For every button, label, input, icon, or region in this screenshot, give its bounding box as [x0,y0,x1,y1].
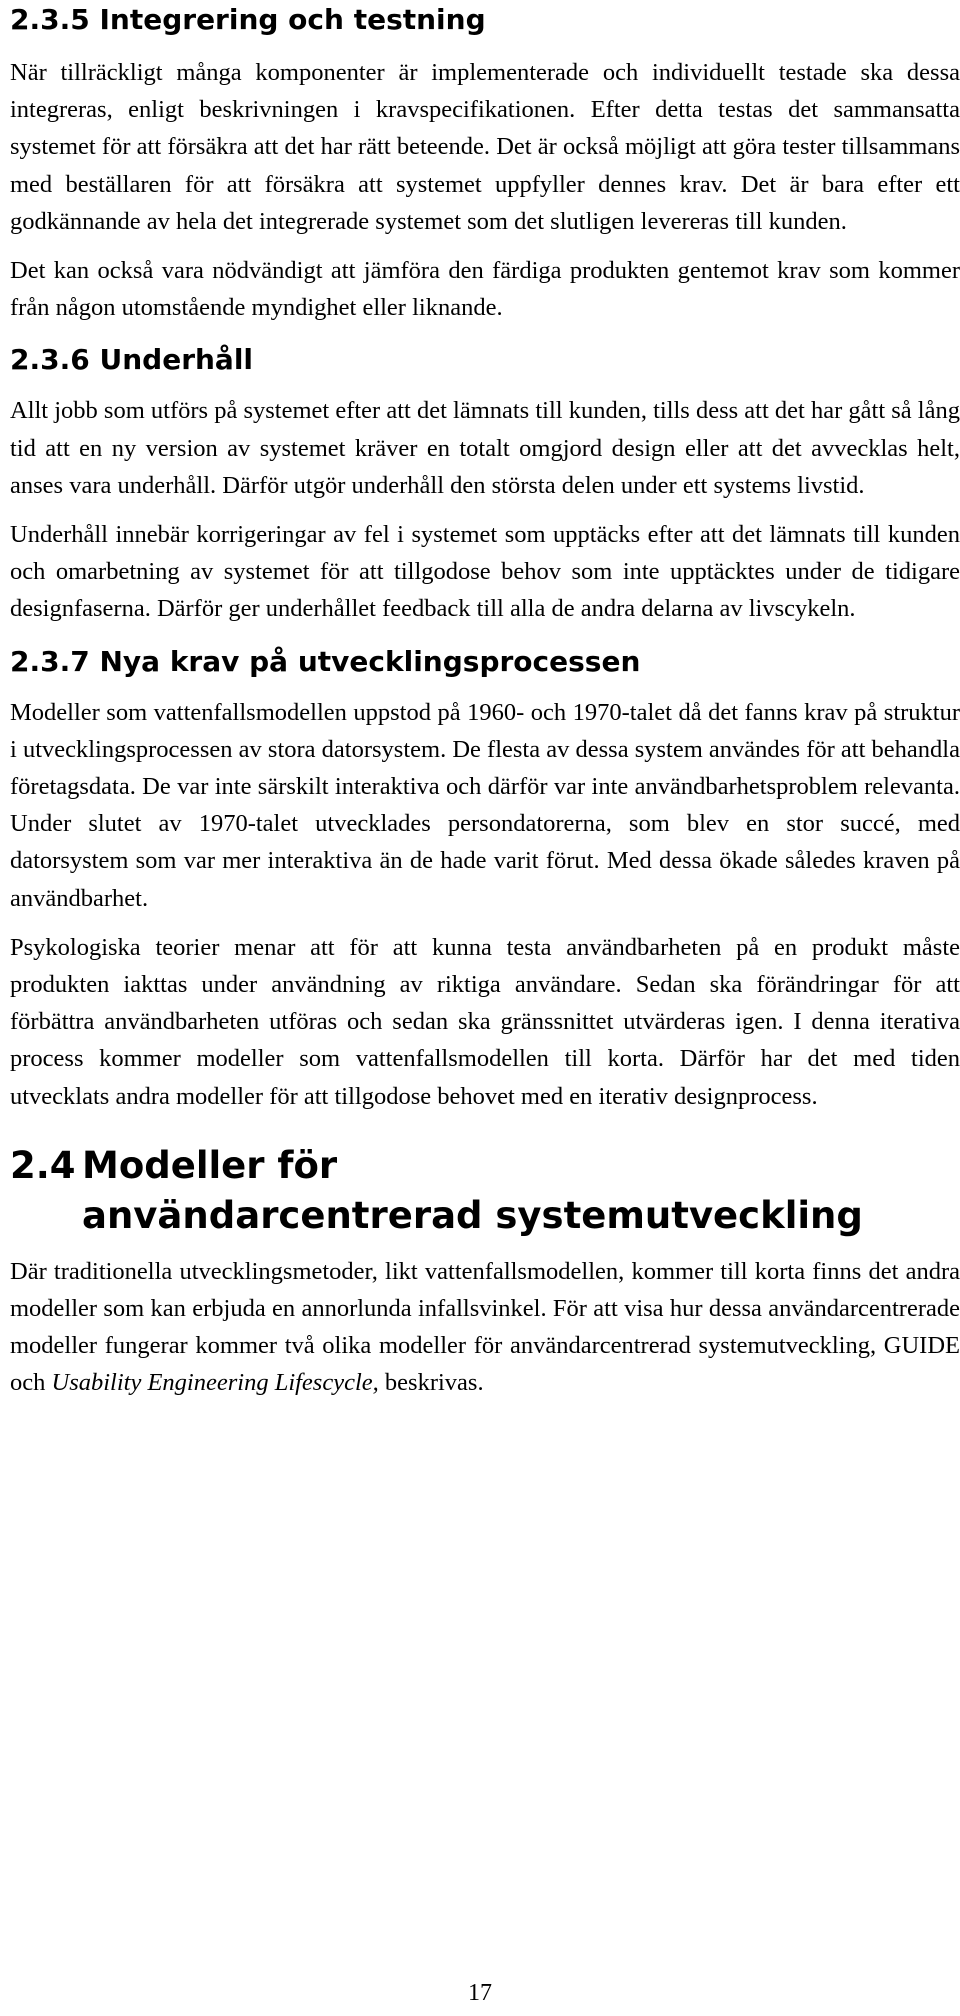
section-heading-2-3-5 [10,0,960,40]
section-number: 2.3.6 [10,343,90,377]
section-title: Nya krav på utvecklingsprocessen [99,644,641,678]
section-title-line-1: Modeller för [82,1143,338,1187]
section-title: Underhåll [99,343,254,377]
paragraph: Modeller som vattenfallsmodellen uppstod på 1960- och 1970-talet då det fanns krav på struktur i utvecklingsprocessen av stora datorsystem. De flesta av dessa system användes för att behandla företagsdata. De var inte särskilt interaktiva och därför var inte användbarhetsproblem relevanta. Under slutet av 1970-talet utvecklades persondatorerna, som blev en stor succé, med datorsystem som var mer interaktiva än de hade varit förut. Med dessa ökade således kraven på användbarhet. [10,698,960,912]
section-number: 2.3.5 [10,3,90,36]
section-title-line-2: användarcentrerad systemutveckling [82,1193,863,1237]
section-number: 2.4 [10,1143,76,1187]
paragraph-text: Där traditionella utvecklingsmetoder, likt vattenfallsmodellen, kommer till korta finns det andra modeller som kan erbjuda en annorlunda infallsvinkel. För att visa hur dessa användarcentrerade modeller fungerar kommer två olika modeller för användarcentrerad systemutveckling, GUIDE och [10,1257,960,1397]
section-heading-2-3-7 [10,642,960,682]
paragraph [10,1253,960,1402]
page-number: 17 [468,1980,492,2006]
italic-title: Usability Engineering Lifescycle, [51,1369,379,1397]
section-heading-2-4 [10,1141,960,1241]
section-title: Integrering och testning [99,3,486,36]
paragraph: Psykologiska teorier menar att för att kunna testa användbarheten på en produkt måste produkten iakttas under användning av riktiga användare. Sedan ska förändringar för att förbättra användbarheten utföras och sedan ska gränssnittet utvärderas igen. I denna iterativa process kommer modeller som vattenfallsmodellen till korta. Därför har det med tiden utvecklats andra modeller för att tillgodose behovet med en iterativ designprocess. [10,933,960,1110]
page-content [10,0,960,1402]
paragraph: När tillräckligt många komponenter är implementerade och individuellt testade ska dessa integreras, enligt beskrivningen i kravspecifikationen. Efter detta testas det sammansatta systemet för att försäkra att det har rätt beteende. Det är också möjligt att göra tester tillsammans med beställaren för att försäkra att systemet uppfyller dennes krav. Det är bara efter ett godkännande av hela det integrerade systemet som det slutligen levereras till kunden. [10,59,960,235]
paragraph: Allt jobb som utförs på systemet efter att det lämnats till kunden, tills dess att det har gått så lång tid att en ny version av systemet kräver en totalt omgjord design eller att det avvecklas helt, anses vara underhåll. Därför utgör underhåll den största delen under ett systems livstid. [10,397,960,499]
section-number: 2.3.7 [10,644,90,678]
section-heading-2-3-6 [10,340,960,380]
paragraph: Det kan också vara nödvändigt att jämföra den färdiga produkten gentemot krav som kommer från någon utomstående myndighet eller liknande. [10,257,960,322]
paragraph-text-end: beskrivas. [378,1369,484,1397]
paragraph: Underhåll innebär korrigeringar av fel i systemet som upptäcks efter att det lämnats till kunden och omarbetning av systemet för att tillgodose behov som inte upptäcktes under de tidigare designfaserna. Därför ger underhållet feedback till alla de andra delarna av livscykeln. [10,521,960,623]
